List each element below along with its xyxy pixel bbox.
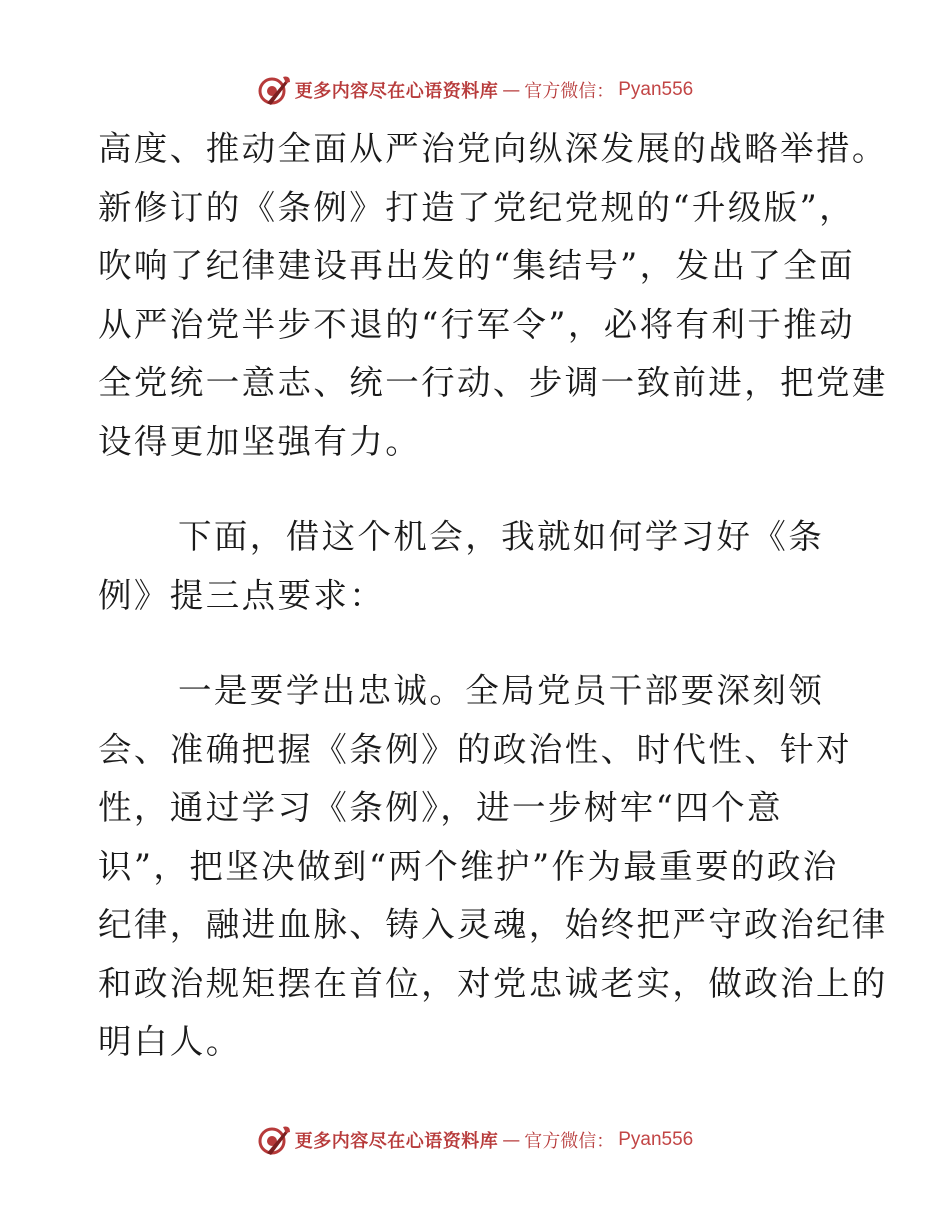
text-line: 新修订的《条例》打造了党纪党规的“升级版”， [98,187,856,227]
text-line: 例》提三点要求： [98,575,386,615]
banner-wechat-label: 官方微信： [524,1131,615,1152]
text-line: 一是要学出忠诚。全局党员干部要深刻领 [178,671,825,710]
paragraph-gap [98,471,858,508]
document-body [98,120,888,1072]
header-banner [0,70,950,110]
banner [257,1123,694,1157]
text-line: 从严治党半步不退的“行军令”，必将有利于推动 [98,304,856,344]
text-line: 纪律，融进血脉、铸入灵魂，始终把严守政治纪律 [98,905,888,944]
banner-separator: — [502,1129,521,1151]
text-line: 高度、推动全面从严治党向纵深发展的战略举措。 [98,129,888,168]
banner-separator: — [502,79,521,101]
text-line: 设得更加坚强有力。 [98,421,422,461]
text-line: 明白人。 [98,1022,242,1061]
banner-wechat-label: 官方微信： [524,81,615,102]
text-line: 和政治规矩摆在首位，对党忠诚老实，做政治上的 [98,963,888,1003]
paragraph-gap [98,625,858,662]
banner-slogan: 更多内容尽在心语资料库 [294,1131,499,1152]
banner-wechat-id: Pyan556 [618,79,694,100]
text-line: 性，通过学习《条例》，进一步树牢“四个意 [98,788,783,827]
text-line: 下面，借这个机会，我就如何学习好《条 [178,517,825,556]
banner-wechat-id: Pyan556 [618,1129,694,1150]
text-line: 会、准确把握《条例》的政治性、时代性、针对 [98,729,852,769]
banner-slogan: 更多内容尽在心语资料库 [294,81,499,102]
footer-banner [0,1120,950,1160]
text-line: 吹响了纪律建设再出发的“集结号”，发出了全面 [98,246,856,285]
quill-pen-circle-icon [257,73,291,107]
paragraph-3 [98,662,888,1072]
text-line: 全党统一意志、统一行动、步调一致前进，把党建 [98,363,888,402]
quill-pen-circle-icon [257,1123,291,1157]
paragraph-2 [98,508,858,625]
banner [257,73,694,107]
text-line: 识”，把坚决做到“两个维护”作为最重要的政治 [98,846,839,886]
paragraph-1 [98,120,888,471]
